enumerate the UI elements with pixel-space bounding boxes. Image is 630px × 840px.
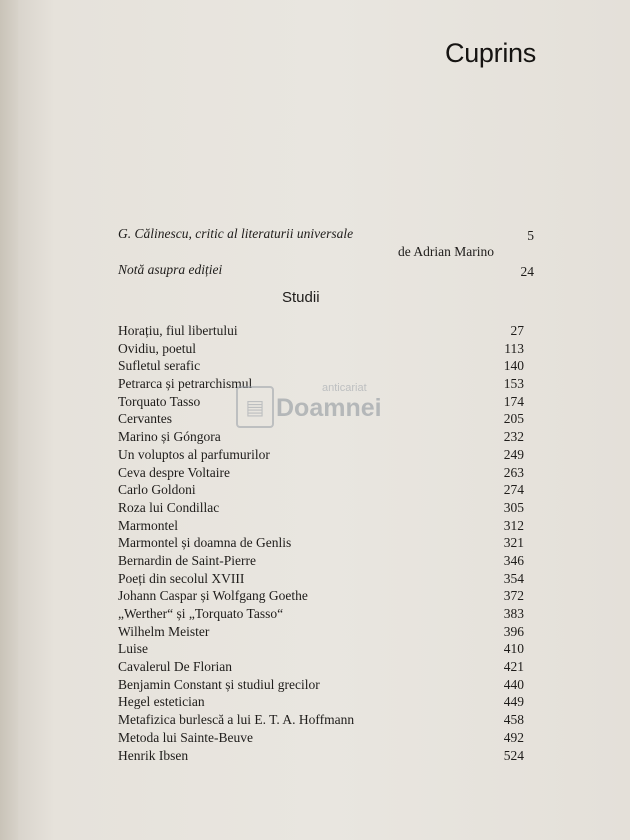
toc-entry <box>118 658 524 676</box>
page-title: Cuprins <box>445 38 536 68</box>
toc-entry-page: 321 <box>503 535 524 551</box>
toc-entry-title: Hegel estetician <box>118 694 205 710</box>
toc-entry <box>118 711 524 729</box>
toc-entry <box>118 552 524 570</box>
toc-entry-page: 383 <box>503 606 524 621</box>
toc-entry-page: 421 <box>503 659 524 675</box>
toc-entry <box>118 340 524 358</box>
toc-entry-title: Marmontel și doamna de Genlis <box>118 535 292 551</box>
watermark-big-text: Doamnei <box>276 394 382 422</box>
toc-entry-page: 312 <box>503 517 524 533</box>
toc-entry-page: 440 <box>503 676 524 692</box>
toc-entry-page: 274 <box>503 482 524 498</box>
toc-entry-title: Benjamin Constant și studiul grecilor <box>118 676 320 692</box>
intro-note-page: 24 <box>520 264 534 279</box>
toc-entry <box>118 322 524 340</box>
intro-essay-page: 5 <box>527 228 534 243</box>
intro-essay-row <box>118 226 534 244</box>
toc-entry-title: Metafizica burlescă a lui E. T. A. Hoffmann <box>118 712 355 728</box>
toc-entry-page: 232 <box>503 429 524 445</box>
toc-entry <box>118 446 524 464</box>
watermark-logo <box>236 378 402 430</box>
toc-entry-page: 263 <box>503 464 524 480</box>
toc-entry-title: Henrik Ibsen <box>118 747 189 763</box>
toc-entry-title: Marino și Góngora <box>118 429 221 445</box>
toc-entry-title: Horațiu, fiul libertului <box>118 323 238 338</box>
toc-entry <box>118 517 524 535</box>
section-title: Studii <box>282 289 320 306</box>
toc-entry <box>118 623 524 641</box>
toc-entry-page: 354 <box>503 570 524 586</box>
toc-entry-page: 140 <box>503 358 524 374</box>
toc-entry-title: Cervantes <box>118 411 172 427</box>
toc-entry <box>118 676 524 694</box>
toc-entry-title: Ceva despre Voltaire <box>118 464 230 480</box>
toc-entry <box>118 640 524 658</box>
toc-entry-page: 396 <box>503 623 524 639</box>
toc-entry-page: 410 <box>503 641 524 657</box>
toc-entry <box>118 357 524 375</box>
toc-entry <box>118 534 524 552</box>
toc-entry-page: 205 <box>503 411 524 427</box>
toc-entry-title: Roza lui Condillac <box>118 499 220 515</box>
book-spine <box>0 0 18 840</box>
toc-entry <box>118 499 524 517</box>
intro-note-row <box>118 262 534 280</box>
intro-block <box>118 226 534 280</box>
toc-entry-title: Petrarca și petrarchismul <box>118 376 253 392</box>
toc-entry <box>118 464 524 482</box>
intro-essay-author: de Adrian Marino <box>398 244 494 259</box>
toc-entry-page: 174 <box>503 393 524 409</box>
toc-entry-title: Poeți din secolul XVIII <box>118 570 245 586</box>
toc-entry-page: 27 <box>510 323 524 338</box>
intro-note-title: Notă asupra ediției <box>118 262 223 277</box>
toc-entry-title: Ovidiu, poetul <box>118 340 196 356</box>
toc-entry-title: Metoda lui Sainte-Beuve <box>118 729 253 745</box>
toc-entry-page: 153 <box>503 376 524 392</box>
toc-entry-title: „Werther“ și „Torquato Tasso“ <box>118 606 284 621</box>
toc-entry-page: 346 <box>503 552 524 568</box>
toc-entry <box>118 605 524 623</box>
toc-entry <box>118 428 524 446</box>
toc-entry-page: 305 <box>503 499 524 515</box>
toc-entry-title: Marmontel <box>118 517 178 533</box>
toc-entry <box>118 481 524 499</box>
toc-entry-title: Carlo Goldoni <box>118 482 196 498</box>
toc-entry <box>118 587 524 605</box>
toc-entry <box>118 729 524 747</box>
toc-entry-title: Sufletul serafic <box>118 358 201 374</box>
toc-entry-title: Luise <box>118 641 148 657</box>
toc-entry <box>118 570 524 588</box>
toc-entry-title: Un voluptos al parfumurilor <box>118 446 270 462</box>
toc-entry-page: 113 <box>504 340 524 356</box>
intro-essay-title: G. Călinescu, critic al literaturii universale <box>118 226 354 241</box>
book-icon: ▤ <box>236 386 274 428</box>
toc-entry-page: 458 <box>503 712 524 728</box>
watermark-small-text: anticariat <box>322 382 367 394</box>
toc-entry <box>118 693 524 711</box>
toc-entry-title: Cavalerul De Florian <box>118 659 232 675</box>
toc-entry-page: 492 <box>503 729 524 745</box>
toc-entry-title: Bernardin de Saint-Pierre <box>118 552 256 568</box>
toc-entry-page: 249 <box>503 446 524 462</box>
toc-entry-title: Johann Caspar și Wolfgang Goethe <box>118 588 308 604</box>
toc-entry-page: 372 <box>503 588 524 604</box>
toc-entry <box>118 747 524 765</box>
toc-entry-page: 524 <box>503 747 524 763</box>
toc-entry-title: Torquato Tasso <box>118 393 201 409</box>
toc-entry-page: 449 <box>503 694 524 710</box>
toc-entry-title: Wilhelm Meister <box>118 623 210 639</box>
